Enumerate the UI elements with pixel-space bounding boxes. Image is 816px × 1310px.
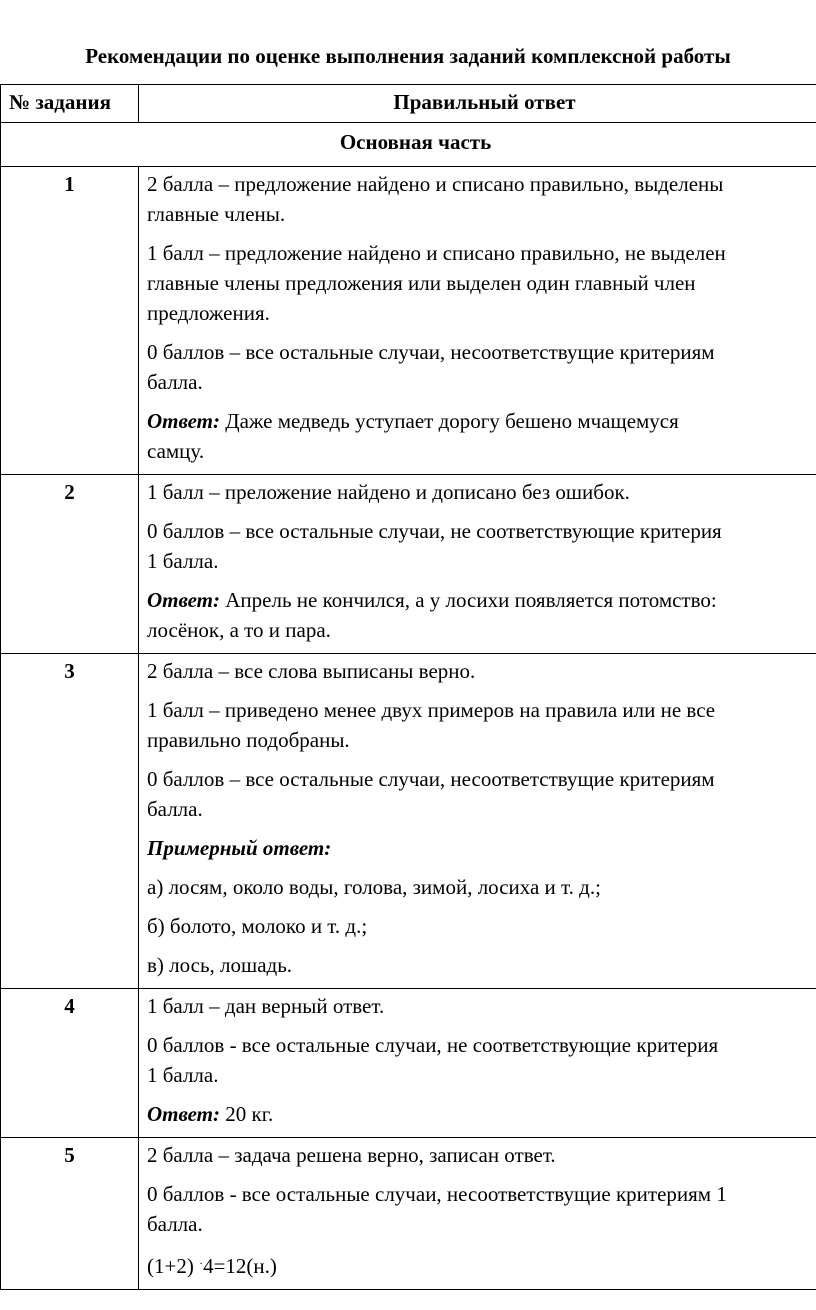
- formula-right: 4=12(н.): [203, 1254, 277, 1278]
- answer-label: Примерный ответ:: [147, 836, 332, 860]
- answer-text: Апрель не кончился, а у лосихи появляется потомство:: [220, 588, 717, 612]
- criteria-paragraph: [147, 695, 816, 755]
- answer-paragraph: [147, 585, 816, 645]
- table-row: [1, 989, 816, 1138]
- header-correct-answer: Правильный ответ: [139, 85, 816, 123]
- text-line: главные члены.: [147, 202, 286, 226]
- answer-text: 20 кг.: [220, 1102, 274, 1126]
- text-line: балла.: [147, 1212, 203, 1236]
- text-line: главные члены предложения или выделен один главный член: [147, 271, 696, 295]
- task-number: 3: [1, 654, 139, 989]
- criteria-paragraph: [147, 169, 816, 229]
- example-line: [147, 950, 816, 980]
- text-line: 2 балла – предложение найдено и списано правильно, выделены: [147, 172, 724, 196]
- task-number: 1: [1, 167, 139, 475]
- criteria-paragraph: [147, 477, 816, 507]
- example-line: [147, 911, 816, 941]
- criteria-paragraph: [147, 1140, 816, 1170]
- task-number: 5: [1, 1138, 139, 1290]
- formula-line: [147, 1248, 816, 1281]
- text-line: 1 балла.: [147, 549, 219, 573]
- task-number: 2: [1, 475, 139, 654]
- criteria-paragraph: [147, 516, 816, 576]
- section-title: Основная часть: [1, 123, 816, 167]
- formula-left: (1+2): [147, 1254, 194, 1278]
- text-line: 2 балла – задача решена верно, записан ответ.: [147, 1143, 556, 1167]
- answer-paragraph: [147, 1099, 816, 1129]
- criteria-paragraph: [147, 764, 816, 824]
- text-line: 0 баллов - все остальные случаи, не соответствующие критерия: [147, 1033, 719, 1057]
- text-line: 2 балла – все слова выписаны верно.: [147, 659, 476, 683]
- answer-paragraph: [147, 406, 816, 466]
- section-row: [1, 123, 816, 167]
- text-line: 1 балл – предложение найдено и списано правильно, не выделен: [147, 241, 726, 265]
- answer-label: Ответ:: [147, 588, 220, 612]
- text-line: балла.: [147, 370, 203, 394]
- criteria-paragraph: [147, 991, 816, 1021]
- multiplication-dot: ·: [199, 1256, 204, 1270]
- text-line: правильно подобраны.: [147, 728, 350, 752]
- text-line: а) лосям, около воды, голова, зимой, лосиха и т. д.;: [147, 875, 601, 899]
- criteria-paragraph: [147, 656, 816, 686]
- answer-text: лосёнок, а то и пара.: [147, 618, 331, 642]
- table-row: [1, 475, 816, 654]
- table-header-row: [1, 85, 816, 123]
- criteria-paragraph: [147, 1179, 816, 1239]
- answer-cell: [139, 654, 816, 989]
- criteria-paragraph: [147, 1030, 816, 1090]
- table-row: [1, 1138, 816, 1290]
- text-line: 1 балл – преложение найдено и дописано без ошибок.: [147, 480, 630, 504]
- answer-label: Ответ:: [147, 1102, 220, 1126]
- criteria-paragraph: [147, 337, 816, 397]
- grading-table: [0, 84, 816, 1310]
- criteria-paragraph: [147, 238, 816, 328]
- text-line: 0 баллов - все остальные случаи, несоответствущие критериям 1: [147, 1182, 727, 1206]
- text-line: балла.: [147, 797, 203, 821]
- answer-text: Даже медведь уступает дорогу бешено мчащемуся: [220, 409, 679, 433]
- answer-label: Ответ:: [147, 409, 220, 433]
- text-line: 1 балл – приведено менее двух примеров на правила или не все: [147, 698, 716, 722]
- answer-cell: [139, 475, 816, 654]
- document-title: Рекомендации по оценке выполнения заданий комплексной работы: [85, 44, 731, 68]
- text-line: 0 баллов – все остальные случаи, несоответствущие критериям: [147, 340, 715, 364]
- answer-paragraph: [147, 833, 816, 863]
- text-line: 1 балла.: [147, 1063, 219, 1087]
- header-task-number: № задания: [1, 85, 139, 123]
- text-line: б) болото, молоко и т. д.;: [147, 914, 368, 938]
- text-line: 1 балл – дан верный ответ.: [147, 994, 385, 1018]
- task-number: 4: [1, 989, 139, 1138]
- text-line: предложения.: [147, 301, 270, 325]
- answer-cell: [139, 989, 816, 1138]
- table-row: [1, 167, 816, 475]
- text-line: в) лось, лошадь.: [147, 953, 293, 977]
- table-row: [1, 654, 816, 989]
- answer-cell: [139, 167, 816, 475]
- text-line: 0 баллов – все остальные случаи, несоответствущие критериям: [147, 767, 715, 791]
- example-line: [147, 872, 816, 902]
- text-line: 0 баллов – все остальные случаи, не соответствующие критерия: [147, 519, 722, 543]
- answer-cell: [139, 1138, 816, 1290]
- answer-text: самцу.: [147, 439, 205, 463]
